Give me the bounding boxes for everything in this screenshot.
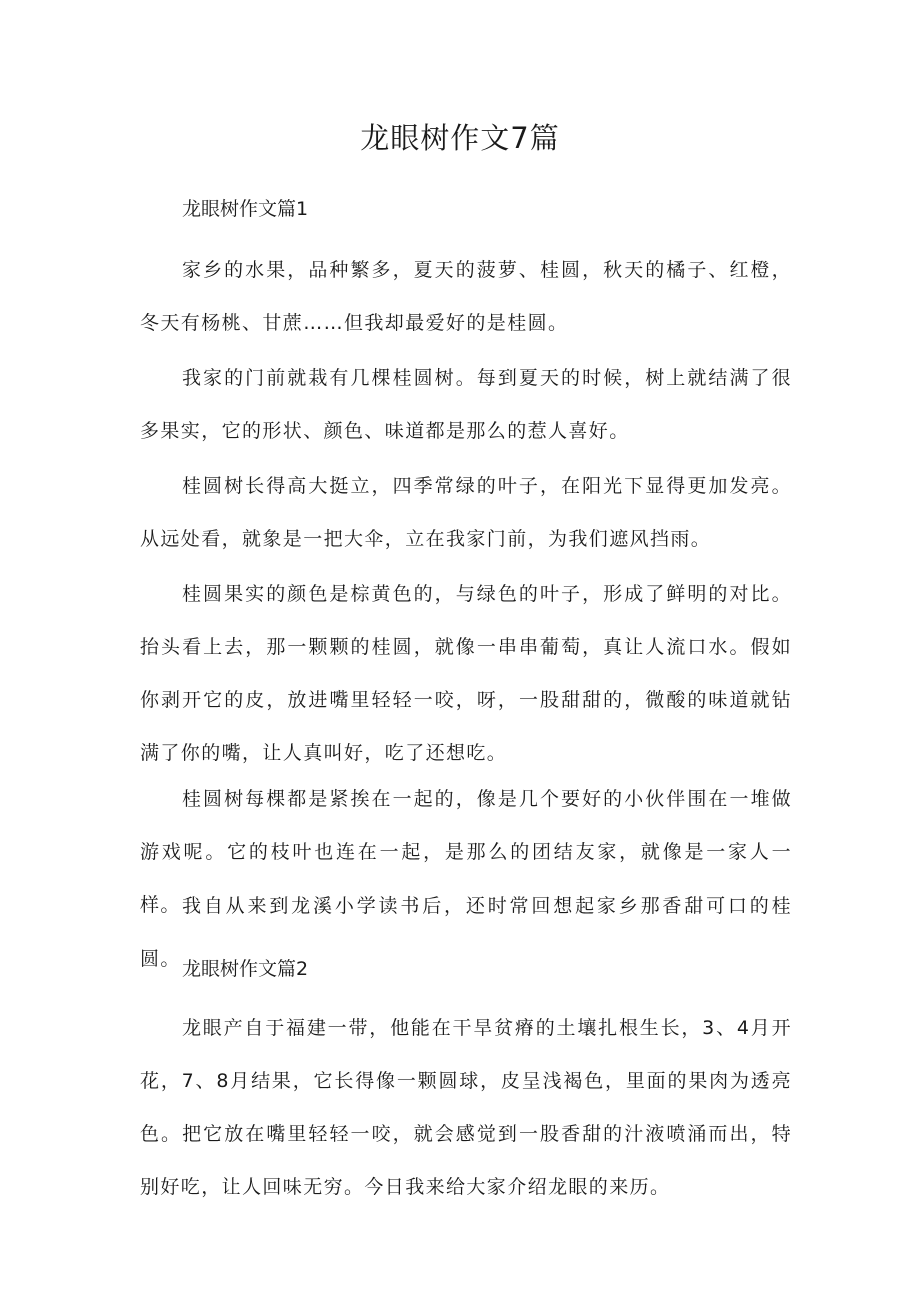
- paragraph: 桂圆树长得高大挺立，四季常绿的叶子，在阳光下显得更加发亮。从远处看，就象是一把大伞，立在我家门前，为我们遮风挡雨。: [140, 475, 792, 550]
- paragraph: 我自从来到龙溪小学读书后，还时常回想起家乡那香甜可口的桂圆。: [140, 895, 792, 970]
- paragraph: 桂圆树每棵都是紧挨在一起的，像是几个要好的小伙伴围在一堆做游戏呢。它的枝叶也连在一起，是那么的团结友家，就像是一家人一样。: [140, 788, 792, 916]
- paragraph: 家乡的水果，品种繁多，夏天的菠萝、桂圆，秋天的橘子、红橙，冬天有杨桃、甘蔗……但我却最爱好的是桂圆。: [140, 259, 792, 334]
- section-heading-2: 龙眼树作文篇2: [182, 958, 309, 980]
- paragraph: 龙眼产自于福建一带，他能在干旱贫瘠的土壤扎根生长，3、4月开花，7、8月结果，它长得像一颗圆球，皮呈浅褐色，里面的果肉为透亮色。把它放在嘴里轻轻一咬，就会感觉到一股香甜的汁液喷涌而出，特别好吃，让人回味无穷。今日我来给大家介绍龙眼的来历。: [140, 1017, 792, 1198]
- paragraph: 桂圆果实的颜色是棕黄色的，与绿色的叶子，形成了鲜明的对比。抬头看上去，那一颗颗的桂圆，就像一串串葡萄，真让人流口水。假如你剥开它的皮，放进嘴里轻轻一咬，呀，一股甜甜的，微酸的味道就钻满了你的嘴，让人真叫好，吃了还想吃。: [140, 583, 792, 764]
- section-heading-1: 龙眼树作文篇1: [182, 198, 309, 220]
- paragraph: 我家的门前就栽有几棵桂圆树。每到夏天的时候，树上就结满了很多果实，它的形状、颜色、味道都是那么的惹人喜好。: [140, 367, 792, 442]
- document-title: 龙眼树作文7篇: [360, 121, 560, 155]
